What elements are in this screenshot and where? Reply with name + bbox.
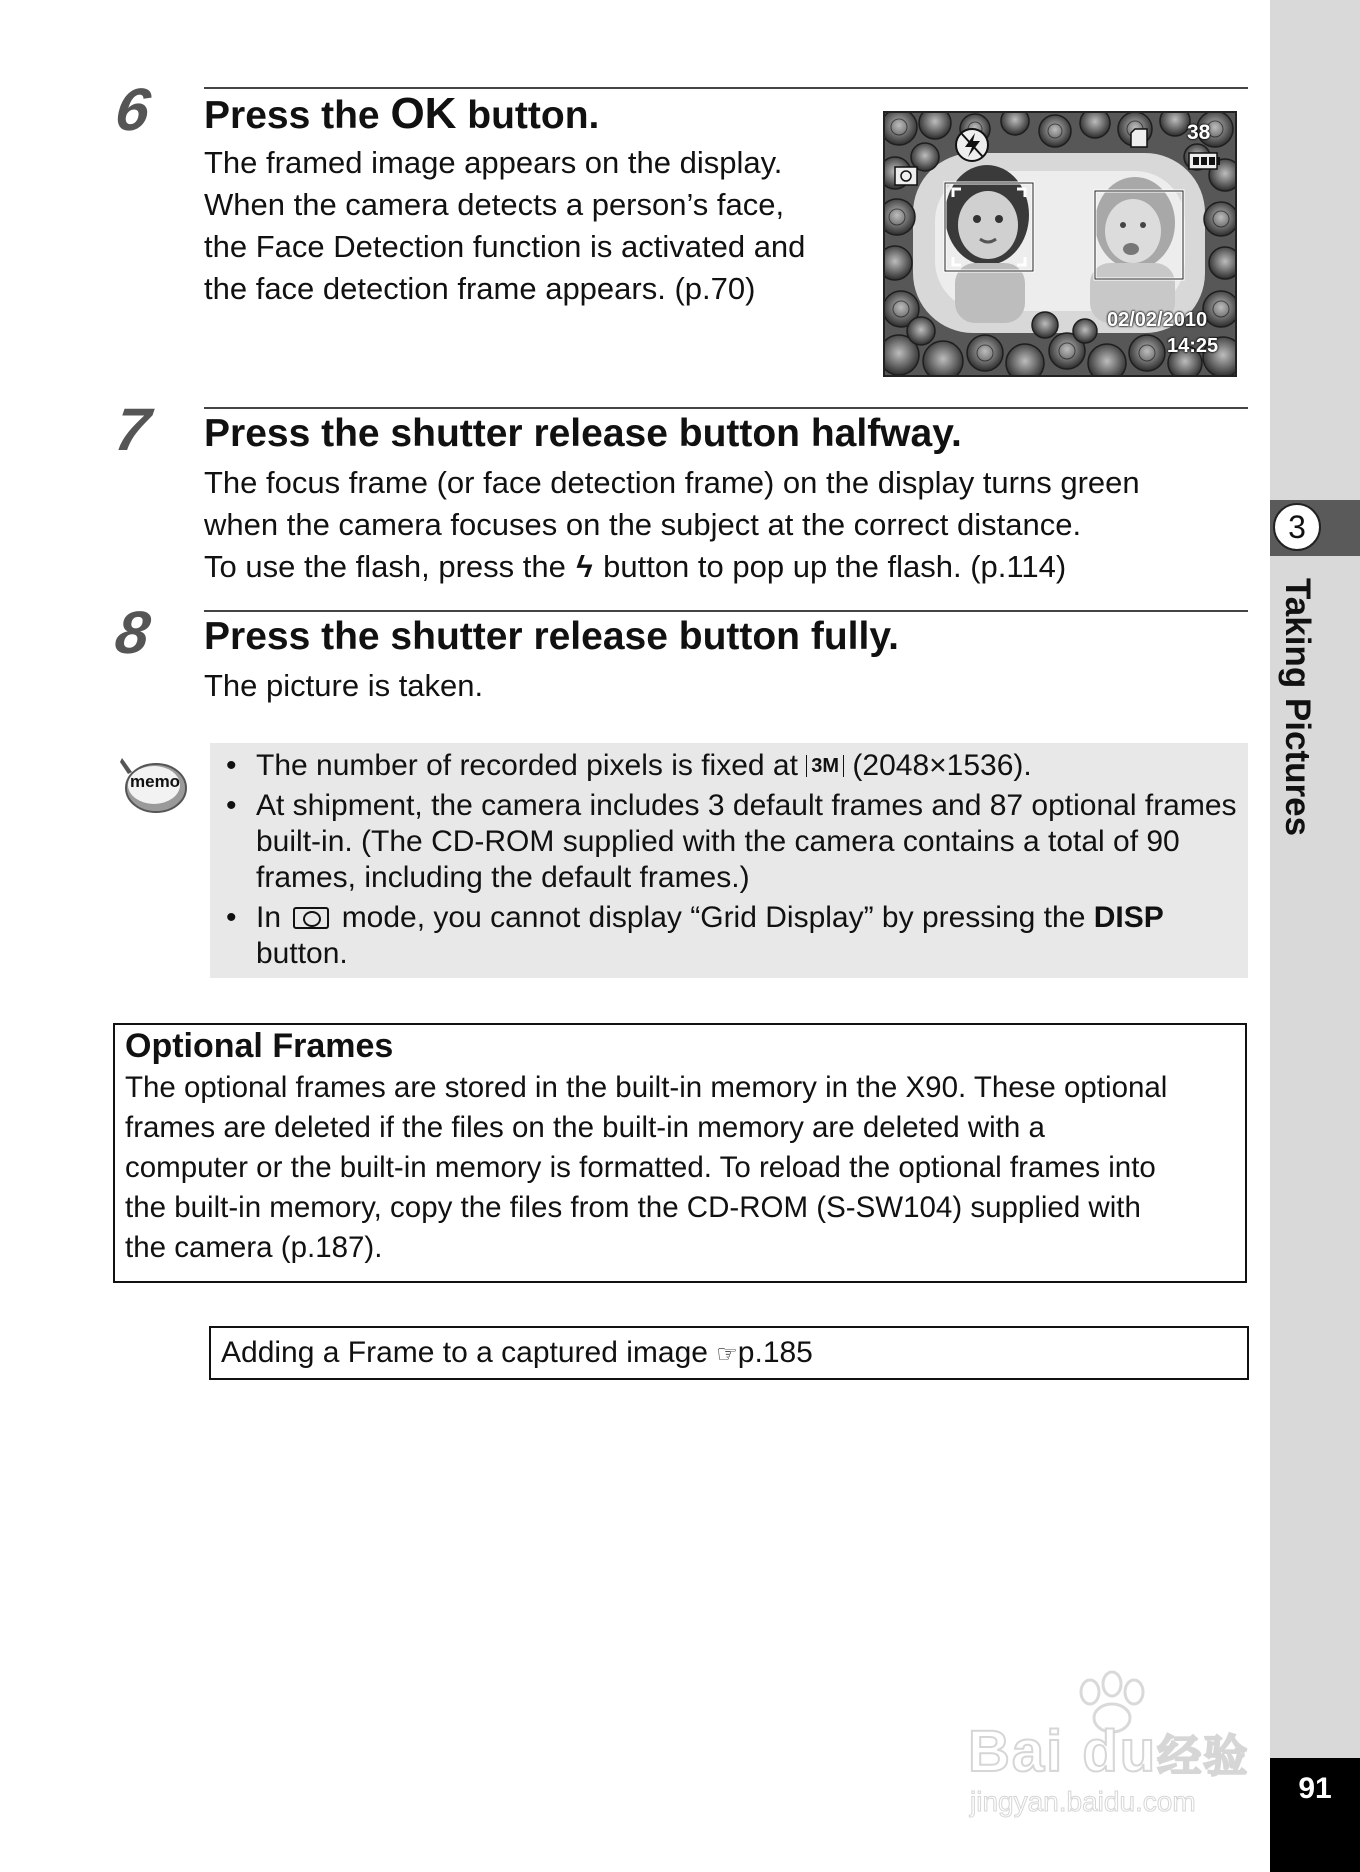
memo-item-3-text: In <box>256 901 290 934</box>
memo-item <box>226 900 1238 972</box>
optional-frames-line: frames are deleted if the files on the built-in memory are deleted with a <box>125 1111 1045 1144</box>
chapter-number: 3 <box>1273 503 1321 551</box>
step-6-line: the Face Detection function is activated and <box>204 229 806 264</box>
optional-frames-line: the built-in memory, copy the files from the CD-ROM (S-SW104) supplied with <box>125 1191 1141 1224</box>
step-7-body <box>204 462 1254 588</box>
step-7-flash-line <box>204 546 1254 588</box>
step-7-line: when the camera focuses on the subject at the correct distance. <box>204 507 1082 542</box>
display-date: 02/02/2010 <box>1107 309 1208 331</box>
optional-frames-title: Optional Frames <box>125 1027 394 1065</box>
step-6-line: the face detection frame appears. (p.70) <box>204 271 756 306</box>
step-8-rule <box>204 610 1248 612</box>
ok-symbol: OK <box>390 89 457 138</box>
optional-frames-line: The optional frames are stored in the built-in memory in the X90. These optional <box>125 1071 1168 1104</box>
optional-frames-line: computer or the built-in memory is formatted. To reload the optional frames into <box>125 1151 1156 1184</box>
memo-icon <box>118 752 188 816</box>
step-6-heading-b: button. <box>456 94 600 137</box>
bullet-icon: • <box>226 749 237 782</box>
flash-text-b: button to pop up the flash. (p.114) <box>594 549 1067 584</box>
chapter-sidebar <box>1270 0 1360 1872</box>
memo-item-2-text: At shipment, the camera includes 3 default frames and 87 optional frames built-in. (The CD-ROM supplied with the camera contains a total of 90 frames, including the default frames.) <box>256 789 1237 894</box>
reference-page-link[interactable]: p.185 <box>737 1336 813 1369</box>
memo-item <box>226 748 1238 784</box>
camera-display-image <box>883 111 1237 377</box>
step-6-heading-a: Press the <box>204 94 391 137</box>
reference-label: Adding a Frame to a captured image <box>221 1336 717 1369</box>
disp-button-label: DISP <box>1093 901 1164 934</box>
shots-remaining: 38 <box>1187 121 1211 144</box>
step-7-rule <box>204 407 1248 409</box>
step-6-line: The framed image appears on the display. <box>204 145 783 180</box>
recorded-pixels-icon: 3M <box>806 755 844 777</box>
step-8-heading: Press the shutter release button fully. <box>204 615 899 658</box>
optional-frames-body <box>125 1068 1240 1268</box>
memo-item-3-tail: button. <box>256 937 348 970</box>
reference-text <box>221 1333 813 1375</box>
flash-icon: ϟ <box>576 549 593 584</box>
frame-mode-icon <box>293 907 329 929</box>
optional-frames-line: the camera (p.187). <box>125 1231 383 1264</box>
step-6-rule <box>204 87 1248 89</box>
memo-label: memo <box>130 772 181 791</box>
step-6-heading <box>204 89 600 138</box>
step-7-heading: Press the shutter release button halfway. <box>204 412 962 455</box>
watermark-cn-text: 经验 <box>1157 1732 1250 1781</box>
step-7-line: The focus frame (or face detection frame) on the display turns green <box>204 465 1140 500</box>
watermark-brand-text: Bai du <box>968 1719 1158 1784</box>
watermark-url: jingyan.baidu.com <box>970 1786 1196 1817</box>
memo-item-1-tail: (2048×1536). <box>844 749 1032 782</box>
step-8-number: 8 <box>111 599 155 666</box>
chapter-title: Taking Pictures <box>1278 578 1317 837</box>
memo-item-3-middle: mode, you cannot display “Grid Display” by pressing the <box>333 901 1094 934</box>
memo-item-1-text: The number of recorded pixels is fixed at <box>256 749 807 782</box>
page-number: 91 <box>1298 1772 1332 1805</box>
memo-item <box>226 788 1238 896</box>
pointing-hand-icon: ☞ <box>716 1341 738 1368</box>
bullet-icon: • <box>226 901 237 934</box>
baidu-watermark <box>962 1670 1272 1820</box>
step-6-body <box>204 142 864 310</box>
step-8-body: The picture is taken. <box>204 668 484 703</box>
bullet-icon: • <box>226 789 237 822</box>
watermark-brand <box>968 1718 1249 1785</box>
step-6-number: 6 <box>111 76 155 143</box>
step-6-line: When the camera detects a person’s face, <box>204 187 785 222</box>
display-time: 14:25 <box>1167 335 1219 357</box>
flash-text-a: To use the flash, press the <box>204 549 575 584</box>
step-7-number: 7 <box>111 396 155 463</box>
memo-list <box>226 748 1238 976</box>
